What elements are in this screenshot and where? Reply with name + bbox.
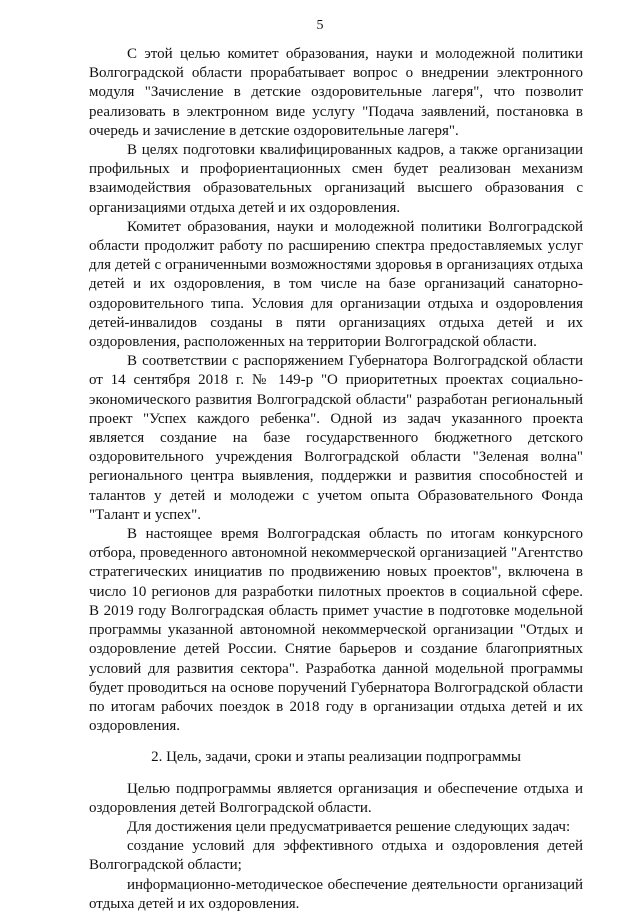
- paragraph: Для достижения цели предусматривается решение следующих задач:: [127, 818, 571, 835]
- section-heading: 2. Цель, задачи, сроки и этапы реализации подпрограммы: [151, 749, 521, 766]
- paragraph: В целях подготовки квалифицированных кадров, а также организации профильных и профориентационных смен будет реализован механизм взаимодействия образовательных организаций высшего образования с организациями отдыха детей и их оздоровления.: [89, 142, 583, 216]
- page-number: 5: [316, 18, 324, 33]
- paragraph: Целью подпрограммы является организация и обеспечение отдыха и оздоровления детей Волгоградской области.: [89, 780, 583, 816]
- document-body: [89, 45, 583, 914]
- list-item: создание условий для эффективного отдыха и оздоровления детей Волгоградской области;: [89, 838, 583, 874]
- list-item: информационно-методическое обеспечение деятельности организаций отдыха детей и их оздоровления.: [89, 876, 583, 912]
- paragraph: Комитет образования, науки и молодежной политики Волгоградской области продолжит работу по расширению спектра предоставляемых услуг для детей с ограниченными возможностями здоровья в организациях отдыха детей и их оздоровления, в том числе на базе организаций санаторно-оздоровительного типа. Условия для организации отдыха и оздоровления детей-инвалидов созданы в пяти организациях отдыха детей и их оздоровления, расположенных на территории Волгоградской области.: [89, 218, 583, 351]
- paragraph: В соответствии с распоряжением Губернатора Волгоградской области от 14 сентября 2018 г. № 149-р "О приоритетных проектах социально-экономического развития Волгоградской области" разработан региональный проект "Успех каждого ребенка". Одной из задач указанного проекта является создание на базе государственного бюджетного детского оздоровительного учреждения Волгоградской области "Зеленая волна" регионального центра выявления, поддержки и развития способностей и талантов у детей и молодежи с учетом опыта Образовательного Фонда "Талант и успех".: [89, 353, 583, 523]
- paragraph: С этой целью комитет образования, науки и молодежной политики Волгоградской области прорабатывает вопрос о внедрении электронного модуля "Зачисление в детские оздоровительные лагеря", что позволит реализовать в электронном виде услугу "Подача заявлений, постановка в очередь и зачисление в детские оздоровительные лагеря".: [89, 46, 583, 139]
- paragraph: В настоящее время Волгоградская область по итогам конкурсного отбора, проведенного автономной некоммерческой организацией "Агентство стратегических инициатив по продвижению новых проектов", включена в число 10 регионов для разработки пилотных проектов в социальной сфере. В 2019 году Волгоградская область примет участие в подготовке модельной программы указанной автономной некоммерческой организации "Отдых и оздоровление детей России. Снятие барьеров и создание благоприятных условий для развития сектора". Разработка данной модельной программы будет проводиться на основе поручений Губернатора Волгоградской области по итогам рабочих поездок в 2018 году в организации отдыха детей и их оздоровления.: [89, 526, 583, 735]
